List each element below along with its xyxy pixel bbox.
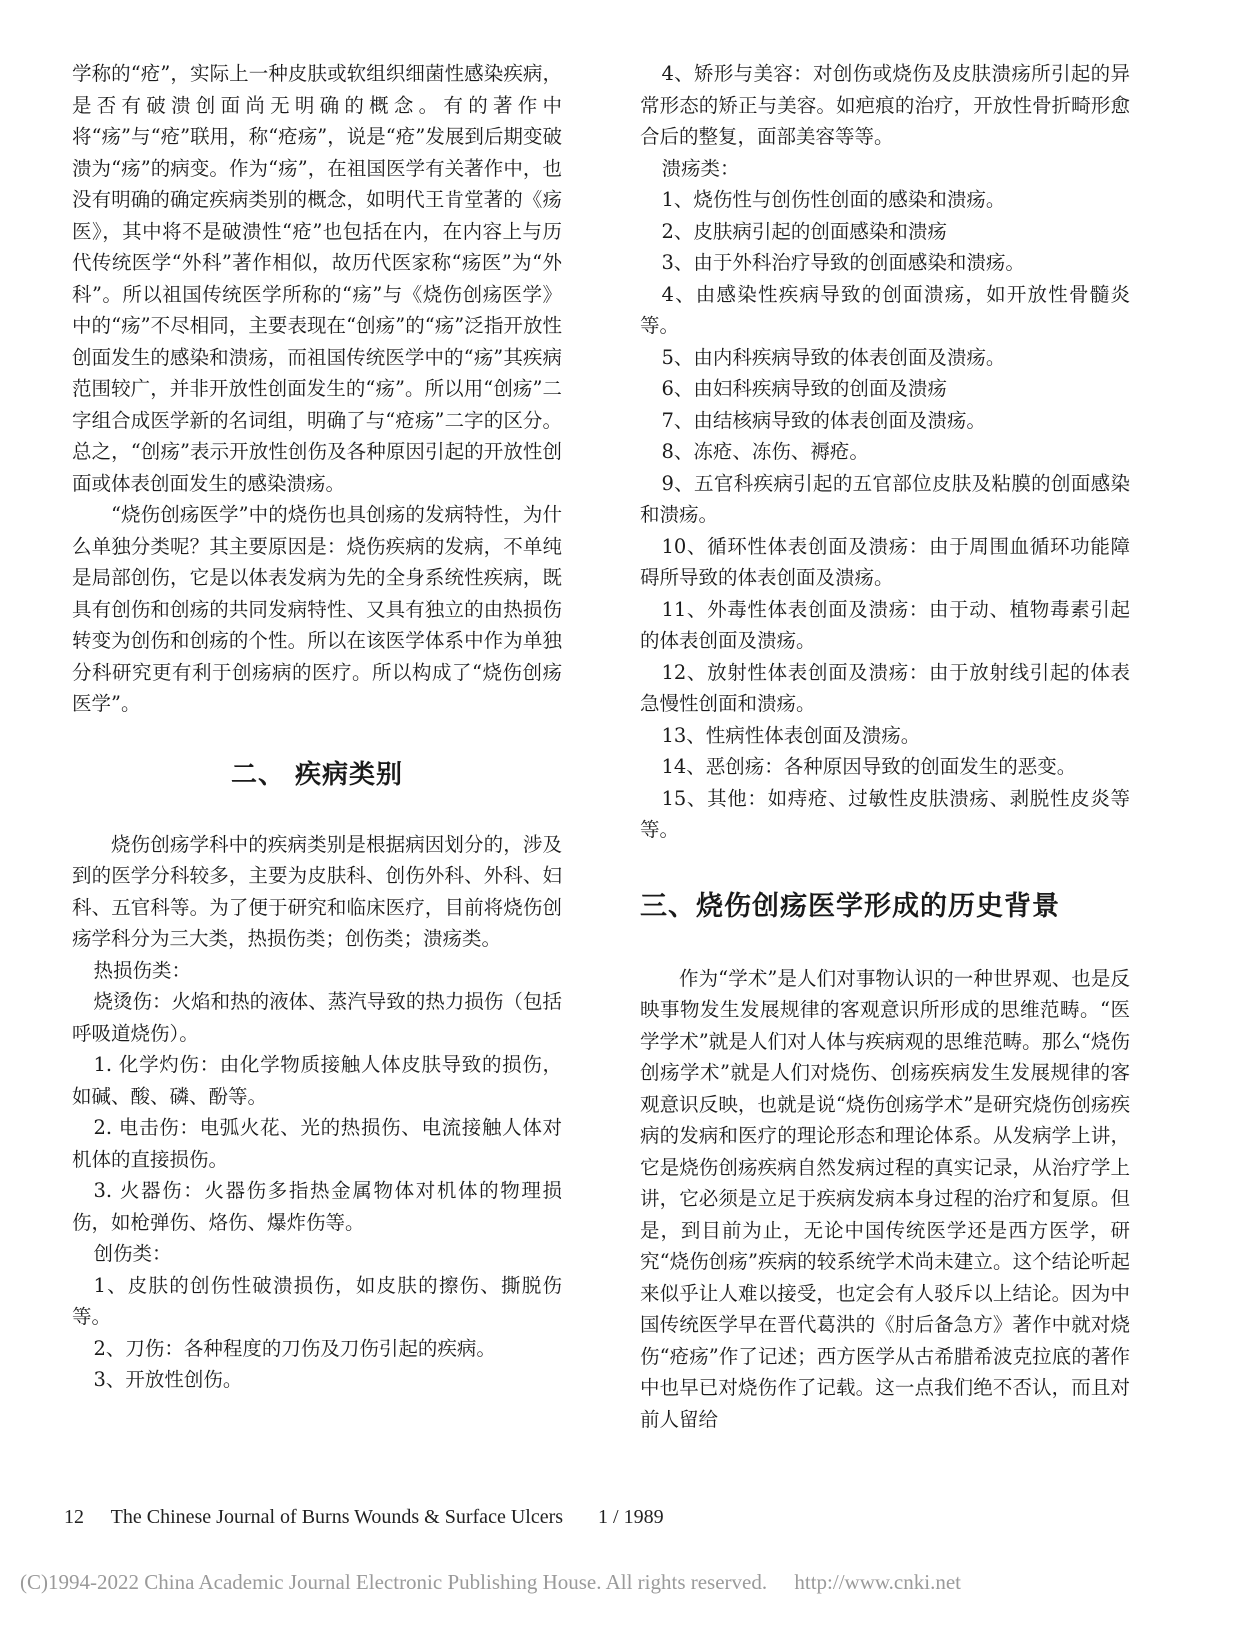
list-item-ulcer: 2、皮肤病引起的创面感染和溃疡 xyxy=(661,219,947,243)
category-title-ulcer: 溃疡类： xyxy=(661,156,740,180)
issue-number: 1 / 1989 xyxy=(598,1506,664,1528)
journal-title: The Chinese Journal of Burns Wounds & Surface Ulcers xyxy=(110,1506,564,1528)
list-item-ulcer: 15、其他：如痔疮、过敏性皮肤溃疡、剥脱性皮炎等等。 xyxy=(640,786,1130,841)
list-item-ulcer: 13、性病性体表创面及溃疡。 xyxy=(661,723,921,747)
category-title-thermal: 热损伤类： xyxy=(93,958,191,982)
list-item-ulcer: 7、由结核病导致的体表创面及溃疡。 xyxy=(661,408,986,432)
paragraph-burn-classification: “烧伤创疡医学”中的烧伤也具创疡的发病特性，为什么单独分类呢？其主要原因是：烧伤疾病的发病，不单纯是局部创伤，它是以体表发病为先的全身系统性疾病，既具有创伤和创疡的共同发病特性、又具有独立的由热损伤转变为创伤和创疡的个性。所以在该医学体系中作为单独分科研究更有利于创疡病的医疗。所以构成了“烧伤创疡医学”。 xyxy=(72,503,562,715)
paragraph-sore-ulcer-definition: 学称的“疮”，实际上一种皮肤或软组织细菌性感染疾病，是否有破溃创面尚无明确的概念。有的著作中将“疡”与“疮”联用，称“疮疡”，说是“疮”发展到后期变破溃为“疡”的病变。作为“疡”，在祖国医学有关著作中，也没有明确的确定疾病类别的概念，如明代王肯堂著的《疡医》，其中将不是破溃性“疮”也包括在内，在内容上与历代传统医学“外科”著作相似，故历代医家称“疡医”为“外科”。所以祖国传统医学所称的“疡”与《烧伤创疡医学》中的“疡”不尽相同，主要表现在“创疡”的“疡”泛指开放性创面发生的感染和溃疡，而祖国传统医学中的“疡”其疾病范围较广，并非开放性创面发生的“疡”。所以用“创疡”二字组合成医学新的名词组，明确了与“疮疡”二字的区分。总之，“创疡”表示开放性创伤及各种原因引起的开放性创面或体表创面发生的感染溃疡。 xyxy=(72,62,562,495)
list-item-thermal-3: 3. 火器伤：火器伤多指热金属物体对机体的物理损伤，如枪弹伤、烙伤、爆炸伤等。 xyxy=(72,1179,562,1234)
list-item-ulcer: 11、外毒性体表创面及溃疡：由于动、植物毒素引起的体表创面及溃疡。 xyxy=(640,597,1130,652)
list-item-ulcer: 10、循环性体表创面及溃疡：由于周围血循环功能障碍所导致的体表创面及溃疡。 xyxy=(640,534,1130,589)
section-heading-history: 三、烧伤创疡医学形成的历史背景 xyxy=(640,890,1060,922)
list-item-thermal-burn: 烧烫伤：火焰和热的液体、蒸汽导致的热力损伤（包括呼吸道烧伤）。 xyxy=(72,990,562,1045)
list-item-thermal-1: 1. 化学灼伤：由化学物质接触人体皮肤导致的损伤，如碱、酸、磷、酚等。 xyxy=(72,1053,562,1108)
list-item-ulcer: 6、由妇科疾病导致的创面及溃疡 xyxy=(661,377,947,400)
list-item-ulcer: 3、由于外科治疗导致的创面感染和溃疡。 xyxy=(661,251,1025,274)
paragraph-disease-categories: 烧伤创疡学科中的疾病类别是根据病因划分的，涉及到的医学分科较多，主要为皮肤科、创伤外科、外科、妇科、五官科等。为了便于研究和临床医疗，目前将烧伤创疡学科分为三大类，热损伤类；创伤类；溃疡类。 xyxy=(72,832,562,950)
list-item-ulcer: 1、烧伤性与创伤性创面的感染和溃疡。 xyxy=(661,188,1006,211)
list-item-trauma-1: 1、皮肤的创伤性破溃损伤，如皮肤的擦伤、撕脱伤等。 xyxy=(72,1273,562,1328)
list-item-trauma-4: 4、矫形与美容：对创伤或烧伤及皮肤溃疡所引起的异常形态的矫正与美容。如疤痕的治疗，开放性骨折畸形愈合后的整复，面部美容等等。 xyxy=(640,62,1130,148)
copyright-text: (C)1994-2022 China Academic Journal Electronic Publishing House. All rights reserved. xyxy=(20,1570,768,1594)
list-item-ulcer: 14、恶创疡：各种原因导致的创面发生的恶变。 xyxy=(661,755,1077,778)
cnki-link[interactable]: http://www.cnki.net xyxy=(794,1570,961,1594)
list-item-ulcer: 5、由内科疾病导致的体表创面及溃疡。 xyxy=(661,345,1006,369)
list-item-thermal-2: 2. 电击伤：电弧火花、光的热损伤、电流接触人体对机体的直接损伤。 xyxy=(72,1116,562,1171)
category-title-trauma: 创伤类： xyxy=(93,1242,172,1265)
section-heading-disease-categories: 二、 疾病类别 xyxy=(230,759,404,790)
list-item-ulcer: 12、放射性体表创面及溃疡：由于放射线引起的体表急慢性创面和溃疡。 xyxy=(640,660,1130,715)
copyright-watermark xyxy=(20,1570,961,1595)
list-item-trauma-2: 2、刀伤：各种程度的刀伤及刀伤引起的疾病。 xyxy=(93,1336,496,1360)
page-footer xyxy=(64,1506,664,1529)
list-item-ulcer: 8、冻疮、冻伤、褥疮。 xyxy=(661,440,869,463)
list-item-ulcer: 4、由感染性疾病导致的创面溃疡，如开放性骨髓炎等。 xyxy=(640,282,1130,337)
list-item-trauma-3: 3、开放性创伤。 xyxy=(93,1368,243,1391)
page-number: 12 xyxy=(64,1506,84,1528)
right-column xyxy=(640,58,1130,1435)
paragraph-history: 作为“学术”是人们对事物认识的一种世界观、也是反映事物发生发展规律的客观意识所形成的思维范畴。“医学学术”就是人们对人体与疾病观的思维范畴。那么“烧伤创疡学术”就是人们对烧伤、创疡疾病发生发展规律的客观意识反映，也就是说“烧伤创疡学术”是研究烧伤创疡疾病的发病和医疗的理论形态和理论体系。从发病学上讲，它是烧伤创疡疾病自然发病过程的真实记录，从治疗学上讲，它必须是立足于疾病发病本身过程的治疗和复原。但是，到目前为止，无论中国传统医学还是西方医学，研究“烧伤创疡”疾病的较系统学术尚未建立。这个结论听起来似乎让人难以接受，也定会有人驳斥以上结论。因为中国传统医学早在晋代葛洪的《肘后备急方》著作中就对烧伤“疮疡”作了记述；西方医学从古希腊希波克拉底的著作中也早已对烧伤作了记载。这一点我们绝不否认，而且对前人留给 xyxy=(640,966,1130,1431)
left-column xyxy=(72,58,562,1396)
list-item-ulcer: 9、五官科疾病引起的五官部位皮肤及粘膜的创面感染和溃疡。 xyxy=(640,471,1130,526)
